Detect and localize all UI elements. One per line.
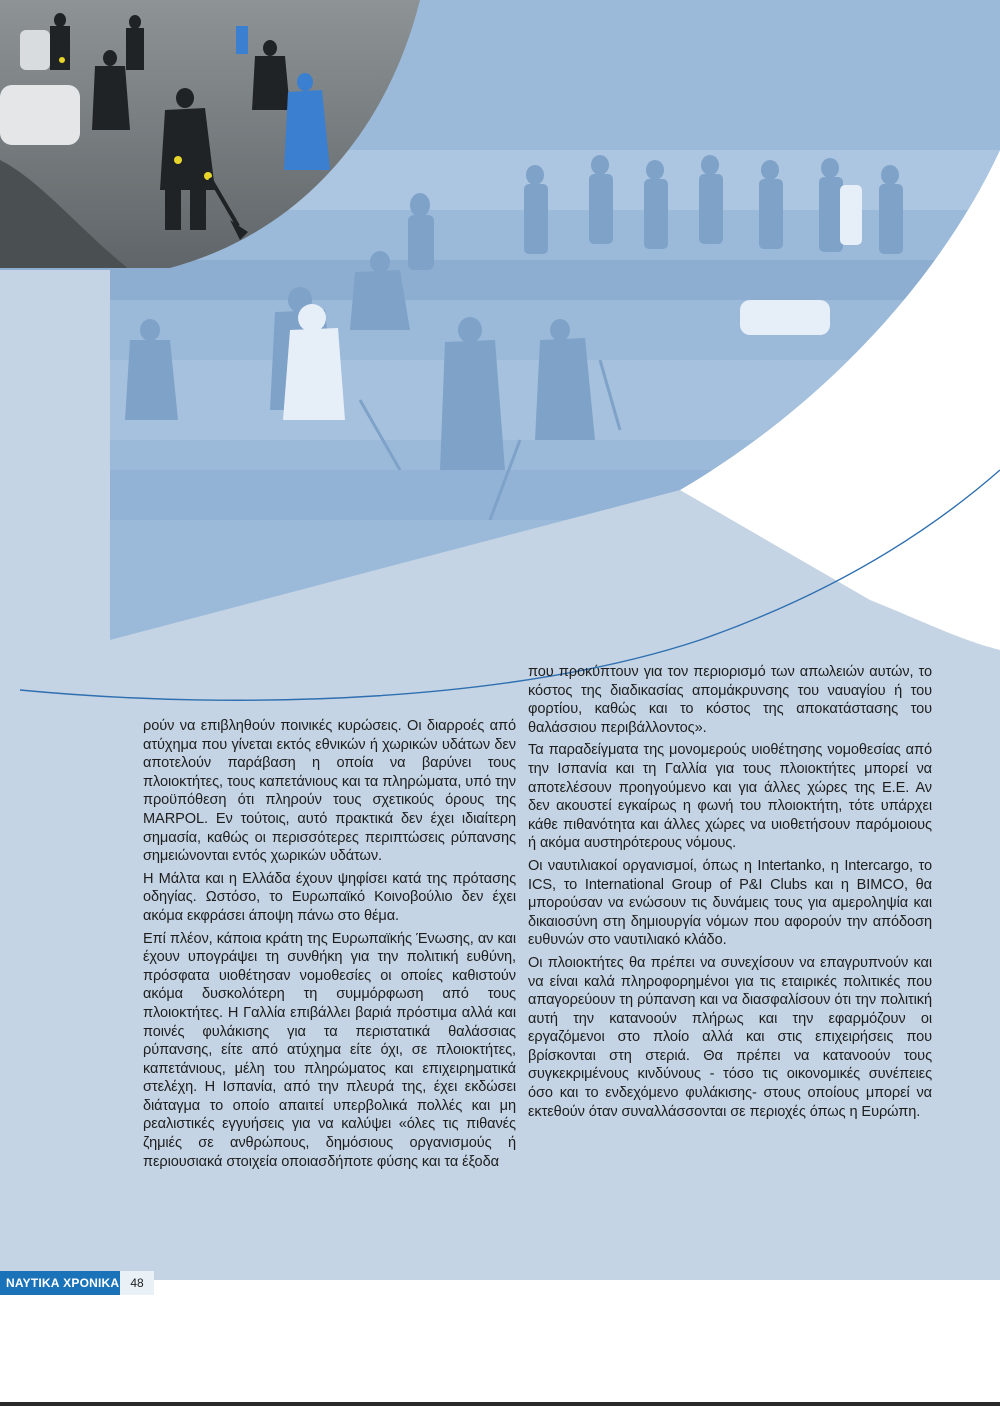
right-paragraph-4: Οι πλοιοκτήτες θα πρέπει να συνεχίσουν να επαγρυπνούν και να είναι καλά πληροφορημένοι για τις εταιρικές πολιτικές που απαγορεύουν τη ρύπανση και να διασφαλίσουν ότι την πολιτική αυτή την κατανοούν πλήρως και την εφαρμόζουν οι εργαζόμενοι στο πλοίο αλλά και στις επιχειρήσεις που βρίσκονται στη στεριά. Θα πρέπει να κατανοούν τους συγκεκριμένους κινδύνους - τόσο τις οικονομικές συνέπειες όσο και το ενδεχόμενο φυλάκισης- στους οποίους μπορεί να εκτεθούν όταν συναλλάσσονται σε περιοχές όπως η Ευρώπη. bbox=[528, 954, 932, 1120]
left-text-column bbox=[143, 717, 516, 1175]
magazine-brand: ΝΑΥΤΙΚΑ ΧΡΟΝΙΚΑ bbox=[0, 1271, 120, 1295]
left-paragraph-3: Επί πλέον, κάποια κράτη της Ευρωπαϊκής Ένωσης, αν και έχουν υπογράψει τη συνθήκη για την πολιτική ευθύνη, πρόσφατα υιοθέτησαν νομοθεσίες οι οποίες καθιστούν ακόμα δυσκολότερη τη συμμόρφωση από τους πλοιοκτήτες. Η Γαλλία επιβάλλει βαριά πρόστιμα αλλά και ποινές φυλάκισης για τα περιστατικά θαλάσσιας ρύπανσης, είτε από ατύχημα είτε όχι, σε πλοιοκτήτες, καπετάνιους, μέλη του πληρώματος και επιχειρηματικά στελέχη. Η Ισπανία, από την πλευρά της, έχει εκδώσει διάταγμα το οποίο απαιτεί υπερβολικά πολλές και μη ρεαλιστικές εγγυήσεις για να καλύψει «όλες τις πιθανές ζημιές σε ανθρώπους, δημόσιους οργανισμούς ή περιουσιακά στοιχεία οποιασδήποτε φύσης και τα έξοδα bbox=[143, 930, 516, 1170]
page-number: 48 bbox=[120, 1271, 154, 1295]
right-text-column bbox=[528, 663, 932, 1125]
footer-tab bbox=[0, 1271, 160, 1295]
left-paragraph-1: ρούν να επιβληθούν ποινικές κυρώσεις. Οι διαρροές από ατύχημα που γίνεται εκτός εθνικών ή χωρικών υδάτων δεν αποτελούν παράβαση η οποία να βαρύνει τους πλοιοκτήτες, τους καπετάνιους και τα πληρώματα, υπό την προϋπόθεση ότι πληρούν τους σχετικούς όρους της MARPOL. Εν τούτοις, αυτό πρακτικά δεν έχει ιδιαίτερη σημασία, καθώς οι περισσότερες περιπτώσεις ρύπανσης σημειώνονται εντός χωρικών υδάτων. bbox=[143, 718, 516, 865]
right-paragraph-2: Τα παραδείγματα της μονομερούς υιοθέτησης νομοθεσίας από την Ισπανία και τη Γαλλία για τους πλοιοκτήτες μπορεί να αποτελέσουν προηγούμενο και για άλλες χώρες της Ε.Ε. Αν δεν ακουστεί εγκαίρως η φωνή του πλοιοκτήτη, τότε υπάρχει κάθε πιθανότητα και άλλες χώρες να υιοθετήσουν παρόμοιους ή ακόμα αυστηρότερους νόμους. bbox=[528, 742, 932, 852]
right-paragraph-1: που προκύπτουν για τον περιορισμό των απωλειών αυτών, το κόστος της διαδικασίας απομάκρυνσης του ναυαγίου ή του φορτίου, καθώς και το κόστος της αποκατάστασης του θαλάσσιου περιβάλλοντος». bbox=[528, 664, 932, 736]
color-cleanup-photo bbox=[0, 0, 420, 270]
bottom-rule bbox=[0, 1402, 1000, 1406]
left-paragraph-2: Η Μάλτα και η Ελλάδα έχουν ψηφίσει κατά της πρότασης οδηγίας. Ωστόσο, το Ευρωπαϊκό Κοινοβούλιο δεν έχει ακόμα εκφράσει άποψη πάνω στο θέμα. bbox=[143, 870, 516, 924]
right-paragraph-3: Οι ναυτιλιακοί οργανισμοί, όπως η Intertanko, η Intercargo, το ICS, το International Group of P&I Clubs και η BIMCO, θα μπορούσαν να ενώσουν τις δυνάμεις τους για αμεροληψία και δικαιοσύνη στη δημιουργία νόμων που αφορούν την απόδοση ευθυνών στο ναυτιλιακό κλάδο. bbox=[528, 857, 932, 949]
